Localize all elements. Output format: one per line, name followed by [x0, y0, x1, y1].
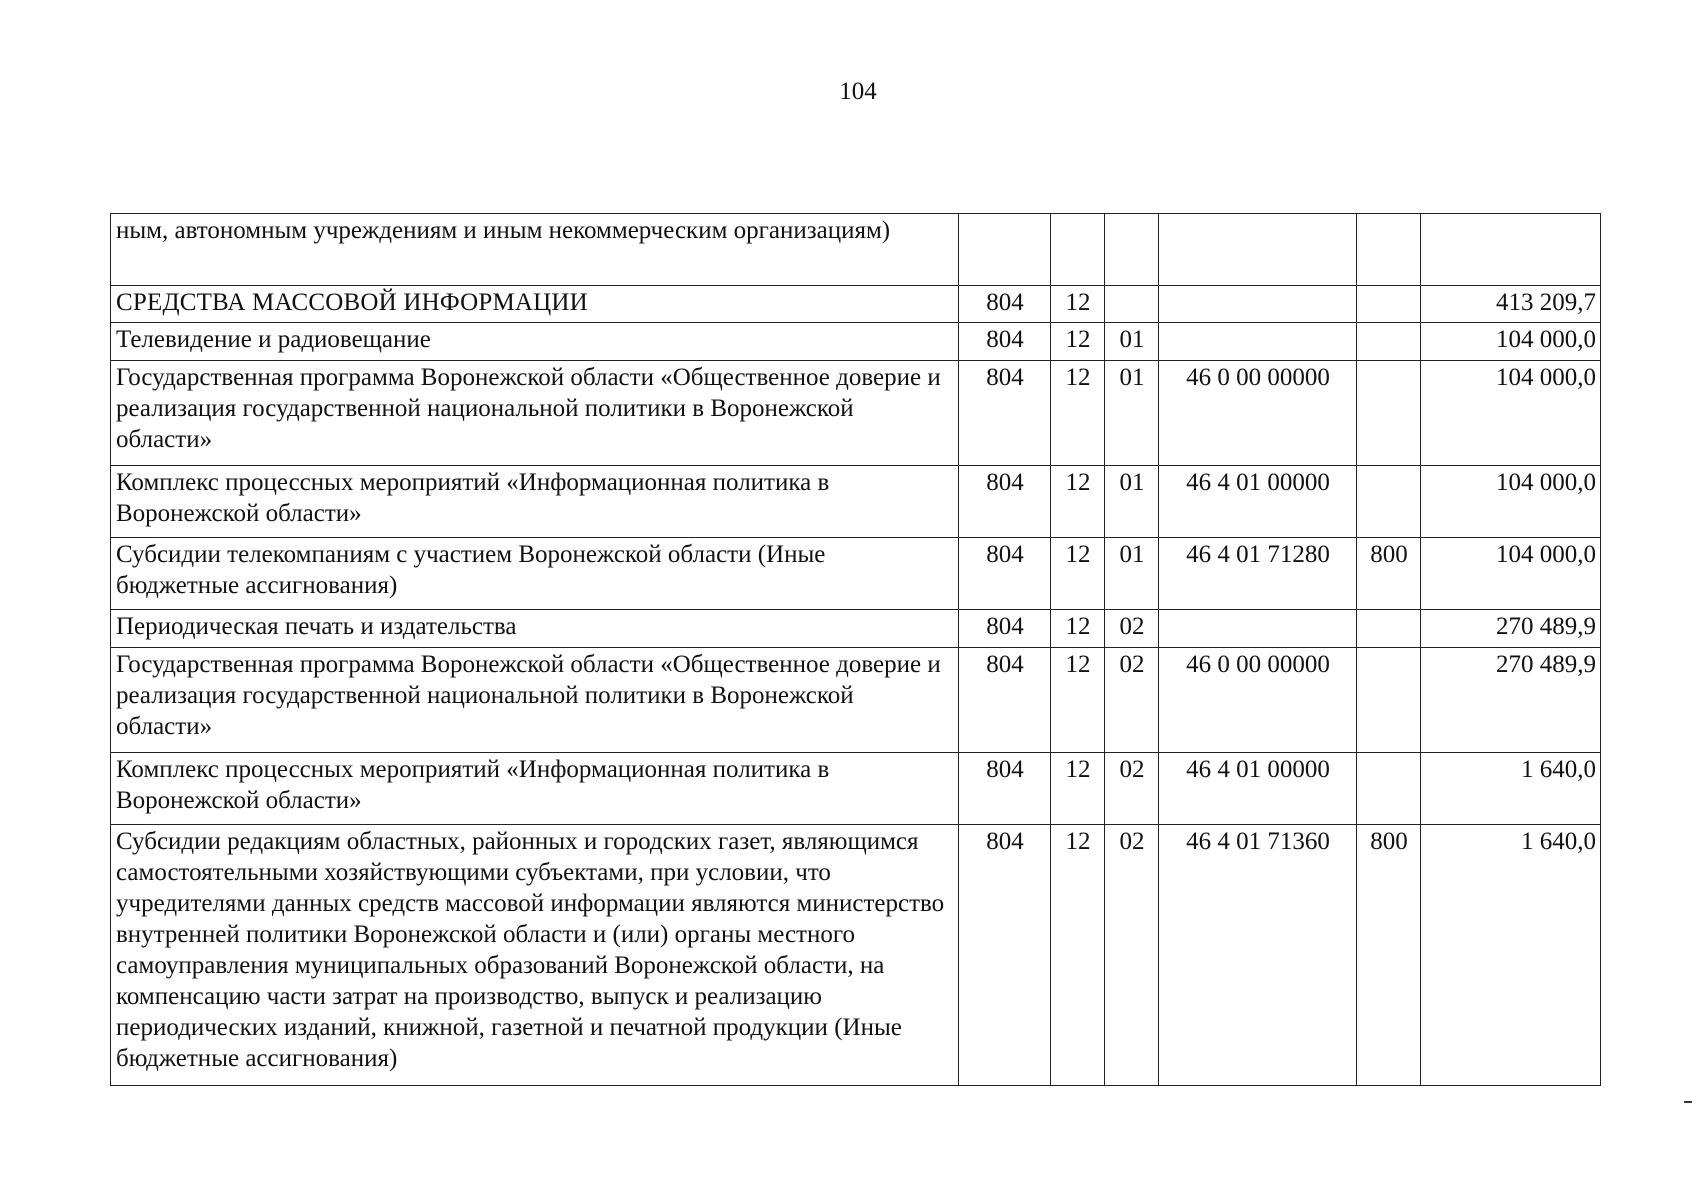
table-row	[111, 361, 1601, 466]
cell-subsection	[1105, 286, 1159, 323]
cell-expense-type	[1357, 214, 1421, 286]
cell-subsection	[1105, 214, 1159, 286]
cell-amount: 413 209,7	[1421, 286, 1601, 323]
cell-amount: 104 000,0	[1421, 466, 1601, 538]
cell-grbs: 804	[959, 753, 1051, 825]
cell-amount: 104 000,0	[1421, 538, 1601, 610]
cell-subsection: 02	[1105, 648, 1159, 753]
table-row	[111, 610, 1601, 648]
cell-grbs: 804	[959, 361, 1051, 466]
cell-grbs: 804	[959, 466, 1051, 538]
table-row	[111, 286, 1601, 323]
table-row	[111, 214, 1601, 286]
cell-amount: 104 000,0	[1421, 361, 1601, 466]
cell-grbs: 804	[959, 323, 1051, 361]
cell-target-article	[1159, 323, 1357, 361]
cell-target-article: 46 4 01 00000	[1159, 753, 1357, 825]
cell-amount: 1 640,0	[1421, 753, 1601, 825]
cell-amount: 1 640,0	[1421, 825, 1601, 1086]
table-row	[111, 825, 1601, 1086]
cell-target-article: 46 4 01 71360	[1159, 825, 1357, 1086]
cell-subsection: 01	[1105, 538, 1159, 610]
row-description: Периодическая печать и издательства	[111, 610, 959, 648]
cell-grbs: 804	[959, 538, 1051, 610]
cell-subsection: 01	[1105, 466, 1159, 538]
cell-section: 12	[1051, 538, 1105, 610]
cell-expense-type	[1357, 361, 1421, 466]
cell-amount: 270 489,9	[1421, 648, 1601, 753]
cell-expense-type	[1357, 648, 1421, 753]
cell-amount: 104 000,0	[1421, 323, 1601, 361]
budget-table	[110, 213, 1601, 1086]
row-description: СРЕДСТВА МАССОВОЙ ИНФОРМАЦИИ	[111, 286, 959, 323]
cell-section: 12	[1051, 323, 1105, 361]
table-row	[111, 323, 1601, 361]
cell-grbs: 804	[959, 610, 1051, 648]
cell-subsection: 01	[1105, 361, 1159, 466]
cell-target-article	[1159, 286, 1357, 323]
row-description: ным, автономным учреждениям и иным некоммерческим организациям)	[111, 214, 959, 286]
cell-grbs: 804	[959, 648, 1051, 753]
cell-expense-type	[1357, 753, 1421, 825]
cell-section	[1051, 214, 1105, 286]
cell-subsection: 02	[1105, 610, 1159, 648]
cell-target-article	[1159, 610, 1357, 648]
cell-section: 12	[1051, 648, 1105, 753]
cell-section: 12	[1051, 361, 1105, 466]
cell-expense-type	[1357, 323, 1421, 361]
cell-target-article: 46 0 00 00000	[1159, 648, 1357, 753]
table-row	[111, 538, 1601, 610]
cell-grbs	[959, 214, 1051, 286]
row-description: Комплекс процессных мероприятий «Информационная политика в Воронежской области»	[111, 466, 959, 538]
cell-subsection: 01	[1105, 323, 1159, 361]
cell-section: 12	[1051, 286, 1105, 323]
table-row	[111, 753, 1601, 825]
cell-target-article	[1159, 214, 1357, 286]
row-description: Государственная программа Воронежской области «Общественное доверие и реализация государственной национальной политики в Воронежской области»	[111, 648, 959, 753]
cell-section: 12	[1051, 825, 1105, 1086]
table-row	[111, 466, 1601, 538]
cell-amount: 270 489,9	[1421, 610, 1601, 648]
row-description: Субсидии редакциям областных, районных и городских газет, являющимся самостоятельными хозяйствующими субъектами, при условии, что учредителями данных средств массовой информации являются министерство внутренней политики Воронежской области и (или) органы местного самоуправления муниципальных образований Воронежской области, на компенсацию части затрат на производство, выпуск и реализацию периодических изданий, книжной, газетной и печатной продукции (Иные бюджетные ассигнования)	[111, 825, 959, 1086]
cell-expense-type: 800	[1357, 825, 1421, 1086]
row-description: Государственная программа Воронежской области «Общественное доверие и реализация государственной национальной политики в Воронежской области»	[111, 361, 959, 466]
cell-subsection: 02	[1105, 825, 1159, 1086]
cell-expense-type	[1357, 466, 1421, 538]
margin-dash	[1684, 1101, 1692, 1103]
cell-expense-type: 800	[1357, 538, 1421, 610]
page-number: 104	[839, 78, 877, 105]
cell-grbs: 804	[959, 825, 1051, 1086]
table-row	[111, 648, 1601, 753]
cell-section: 12	[1051, 466, 1105, 538]
cell-grbs: 804	[959, 286, 1051, 323]
cell-section: 12	[1051, 753, 1105, 825]
row-description: Телевидение и радиовещание	[111, 323, 959, 361]
cell-expense-type	[1357, 286, 1421, 323]
cell-subsection: 02	[1105, 753, 1159, 825]
cell-expense-type	[1357, 610, 1421, 648]
cell-target-article: 46 4 01 71280	[1159, 538, 1357, 610]
cell-target-article: 46 0 00 00000	[1159, 361, 1357, 466]
cell-section: 12	[1051, 610, 1105, 648]
row-description: Субсидии телекомпаниям с участием Воронежской области (Иные бюджетные ассигнования)	[111, 538, 959, 610]
row-description: Комплекс процессных мероприятий «Информационная политика в Воронежской области»	[111, 753, 959, 825]
cell-amount	[1421, 214, 1601, 286]
cell-target-article: 46 4 01 00000	[1159, 466, 1357, 538]
